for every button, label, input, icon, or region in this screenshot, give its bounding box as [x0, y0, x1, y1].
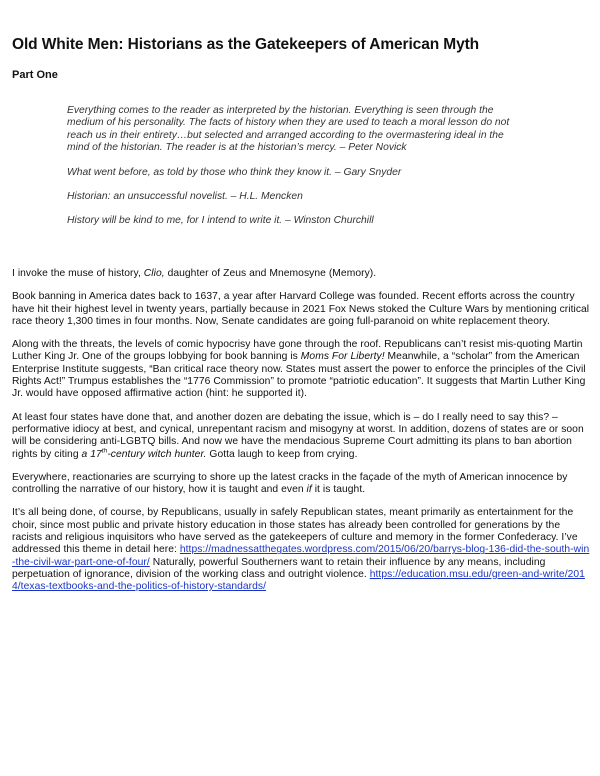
page-title: Old White Men: Historians as the Gatekeepers of American Myth	[12, 36, 480, 53]
quote-novick: Everything comes to the reader as interpreted by the historian. Everything is seen through the medium of his personality. The facts of history when they are used to teach a moral lesson do not reach us in their entirety…but selected and arranged according to the overmastering ideal in the mind of the historian. The reader is at the historian’s mercy. – Peter Novick	[67, 105, 510, 154]
article-body	[12, 268, 592, 605]
text-run: it is taught.	[311, 484, 366, 496]
superscript-th: th	[101, 447, 108, 455]
emphasis-moms-for-liberty: Moms For Liberty!	[300, 351, 385, 363]
text-run: Along with the threats, the levels of comic hypocrisy have gone through the roof. Republicans can’t resist mis-quoting Martin Luther King Jr. One of the groups lobbying for book banning is	[12, 339, 583, 363]
link-msu-textbooks[interactable]: https://education.msu.edu/green-and-write/2014/texas-textbooks-and-the-politics-of-history-standards/	[12, 568, 585, 593]
quote-mencken: Historian: an unsuccessful novelist. – H.L. Mencken	[67, 191, 303, 203]
text-run: At least four states have done that, and another dozen are debating the issue, which is – do I really need to say this? – performative idiocy at best, and cynical, unrepentant racism and misogyny at worst. In addition, dozens of states are or soon will be considering anti-LGBTQ bills. And now we have the mendacious Supreme Court admitting its plans to ban abortion rights by citing	[12, 411, 584, 460]
text-run: daughter of Zeus and Mnemosyne (Memory).	[164, 268, 377, 279]
text-run: -century witch hunter.	[107, 448, 207, 460]
link-madness-blog[interactable]: https://madnessatthegates.wordpress.com/2015/06/20/barrys-blog-136-did-the-south-win-the-civil-war-part-one-of-four/	[12, 544, 590, 568]
emphasis-witch-hunter	[82, 449, 207, 460]
paragraph-hypocrisy	[12, 339, 592, 400]
text-run: Gotta laugh to keep from crying.	[206, 448, 358, 460]
epigraph-quotes	[67, 105, 527, 240]
paragraph-states	[12, 412, 592, 461]
emphasis-if: if	[306, 484, 312, 496]
text-run: I invoke the muse of history,	[12, 268, 144, 279]
paragraph-book-banning: Book banning in America dates back to 1637, a year after Harvard College was founded. Recent efforts across the country have hit their highest level in twenty years, partially because in 2021 Fox News stoked the Culture Wars by mentioning critical race theory 1,300 times in four months. Now, Senate candidates are going full-paranoid on white replacement theory.	[12, 291, 590, 327]
text-run: a 17	[81, 448, 102, 460]
paragraph-reactionaries	[12, 472, 592, 497]
text-run: It’s all being done, of course, by Republicans, usually in safely Republican states, meant primarily as entertainment for the choir, since most public and private history education in those states has already been controlled for generations by the racists and religious inquisitors who have served as the gatekeepers of culture and memory in the former Confederacy. I’ve addressed this theme in detail here:	[12, 507, 578, 556]
paragraph-muse	[12, 268, 592, 280]
text-run: Everywhere, reactionaries are scurrying to shore up the latest cracks in the façade of the myth of American innocence by controlling the narrative of our history, how it is taught and even	[12, 471, 568, 496]
text-run: Naturally, powerful Southerners want to retain their influence by any means, including perpetuation of ignorance, division of the working class and outright violence.	[12, 556, 546, 580]
quote-snyder: What went before, as told by those who think they know it. – Gary Snyder	[67, 166, 402, 178]
quote-churchill: History will be kind to me, for I intend to write it. – Winston Churchill	[67, 215, 374, 227]
text-run: Meanwhile, a “scholar” from the American Enterprise Institute suggests, “Ban critical race theory now. States must assert the power to enforce the principles of the Civil Rights Act!” Trumpus establishes the “1776 Commission” to promote “patriotic education”. It suggests that Martin Luther King Jr. would have opposed affirmative action (hint: he supported it).	[12, 351, 586, 400]
part-heading: Part One	[12, 69, 58, 81]
emphasis-clio: Clio,	[143, 268, 165, 279]
paragraph-republicans	[12, 507, 592, 593]
